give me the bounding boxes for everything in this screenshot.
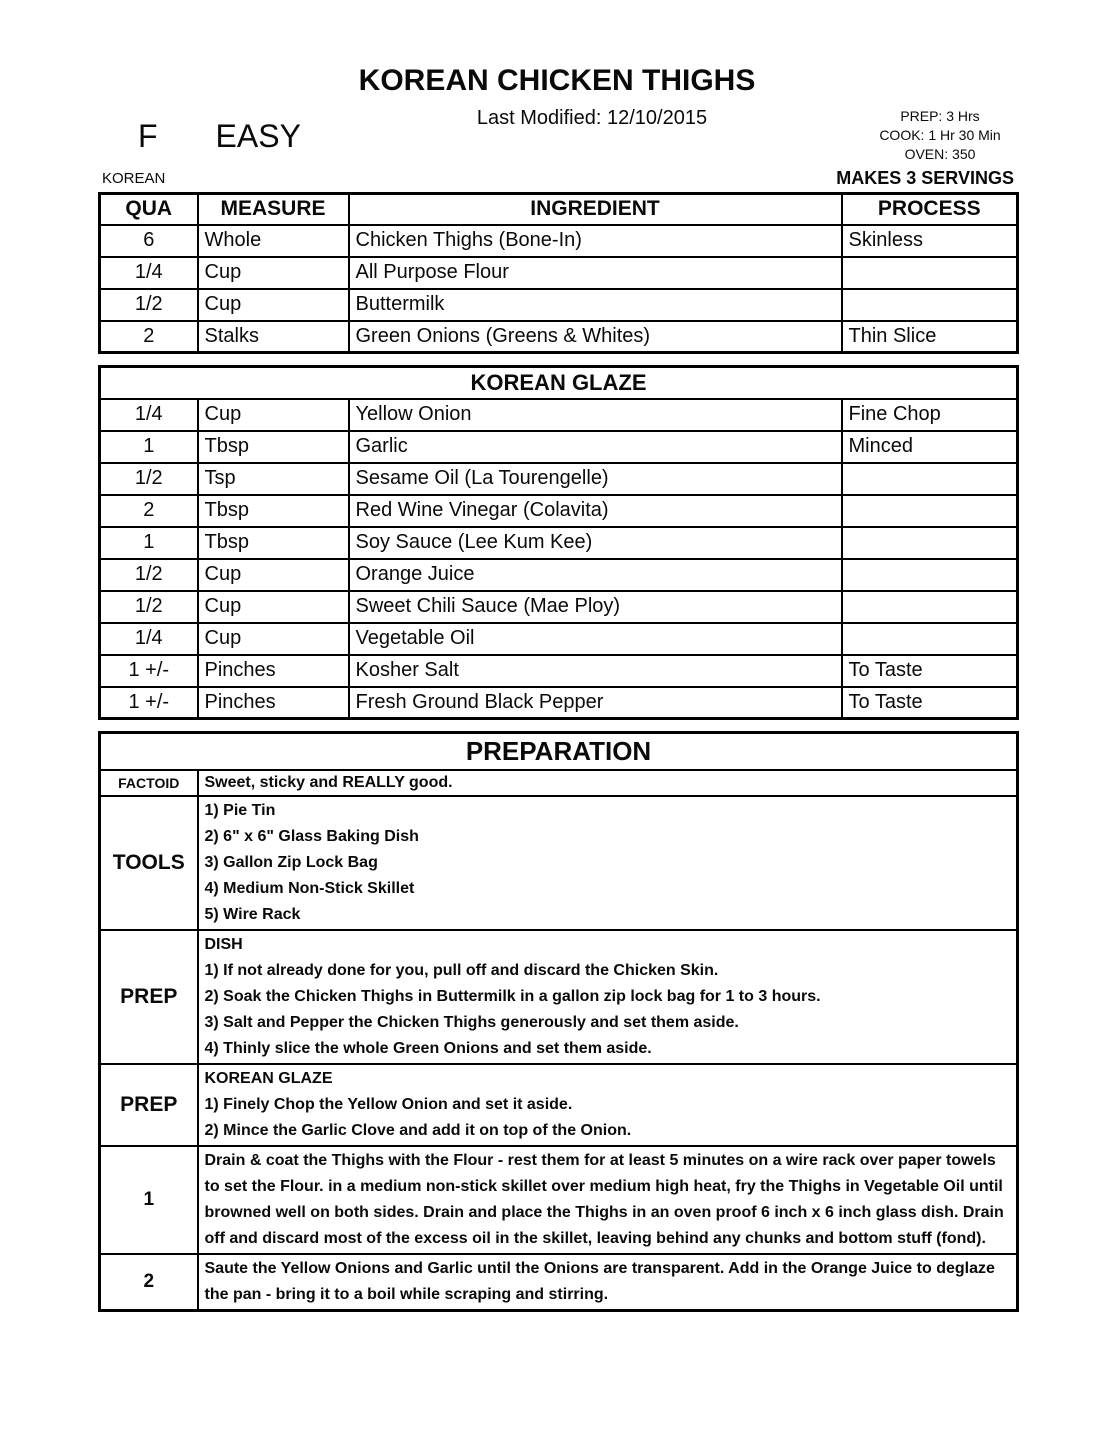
grade-difficulty	[98, 106, 320, 166]
table-cell	[842, 257, 1018, 289]
table-cell: 1	[100, 431, 198, 463]
table-cell: To Taste	[842, 655, 1018, 687]
content-line: 4) Thinly slice the whole Green Onions and set them aside.	[204, 1039, 652, 1057]
table-cell: Red Wine Vinegar (Colavita)	[349, 495, 842, 527]
table-row	[100, 623, 1018, 655]
table-cell: Cup	[198, 399, 349, 431]
column-header-measure: MEASURE	[198, 194, 349, 225]
table-cell: Skinless	[842, 225, 1018, 257]
row-content	[198, 796, 1018, 930]
table-cell: Kosher Salt	[349, 655, 842, 687]
cuisine-label: KOREAN	[102, 170, 166, 187]
table-cell: 2	[100, 495, 198, 527]
content-line: 3) Gallon Zip Lock Bag	[204, 853, 378, 871]
row-label: 2	[100, 1254, 198, 1311]
ingredients-header-row	[100, 194, 1018, 225]
column-header-ingredient: INGREDIENT	[349, 194, 842, 225]
table-cell: Tsp	[198, 463, 349, 495]
table-cell: 1	[100, 527, 198, 559]
content-heading: DISH	[204, 935, 243, 953]
table-cell	[842, 495, 1018, 527]
table-cell: Green Onions (Greens & Whites)	[349, 321, 842, 353]
table-cell: Garlic	[349, 431, 842, 463]
content-line: 3) Salt and Pepper the Chicken Thighs generously and set them aside.	[204, 1013, 739, 1031]
table-row	[100, 225, 1018, 257]
page-title: KOREAN CHICKEN THIGHS	[358, 64, 756, 97]
table-cell: Cup	[198, 257, 349, 289]
table-cell: To Taste	[842, 687, 1018, 719]
table-row	[100, 527, 1018, 559]
row-label: PREP	[100, 1064, 198, 1146]
glaze-table	[98, 365, 1019, 720]
glaze-body	[100, 399, 1018, 719]
preparation-section-title: PREPARATION	[100, 733, 1018, 770]
table-cell: 1/2	[100, 463, 198, 495]
table-row	[100, 321, 1018, 353]
table-cell	[842, 591, 1018, 623]
table-cell: Minced	[842, 431, 1018, 463]
table-cell: All Purpose Flour	[349, 257, 842, 289]
table-cell: 6	[100, 225, 198, 257]
table-cell: Tbsp	[198, 431, 349, 463]
table-row	[100, 687, 1018, 719]
row-content	[198, 930, 1018, 1064]
row-content	[198, 1254, 1018, 1311]
table-cell: Fresh Ground Black Pepper	[349, 687, 842, 719]
column-header-process: PROCESS	[842, 194, 1018, 225]
prep-time: PREP: 3 Hrs	[900, 108, 980, 124]
row-content	[198, 1146, 1018, 1254]
table-cell	[842, 463, 1018, 495]
preparation-row	[100, 1254, 1018, 1311]
table-cell: 1 +/-	[100, 655, 198, 687]
table-cell: 1/2	[100, 591, 198, 623]
row-label: TOOLS	[100, 796, 198, 930]
table-row	[100, 591, 1018, 623]
row-content	[198, 1064, 1018, 1146]
table-cell	[842, 289, 1018, 321]
row-label: PREP	[100, 930, 198, 1064]
row-label: 1	[100, 1146, 198, 1254]
preparation-title-row	[100, 733, 1018, 770]
table-cell: Orange Juice	[349, 559, 842, 591]
row-content	[198, 770, 1018, 796]
content-line: 2) Mince the Garlic Clove and add it on top of the Onion.	[204, 1121, 632, 1139]
content-heading: KOREAN GLAZE	[204, 1069, 333, 1087]
preparation-table	[98, 731, 1019, 1312]
content-line: 1) If not already done for you, pull off and discard the Chicken Skin.	[204, 961, 719, 979]
oven-temp: OVEN: 350	[904, 146, 976, 162]
table-cell: Cup	[198, 591, 349, 623]
glaze-section-title: KOREAN GLAZE	[100, 367, 1018, 399]
content-line: Sweet, sticky and REALLY good.	[204, 773, 453, 791]
table-row	[100, 257, 1018, 289]
table-row	[100, 399, 1018, 431]
servings-label: MAKES 3 SERVINGS	[836, 168, 1014, 188]
content-line: 2) 6" x 6" Glass Baking Dish	[204, 827, 419, 845]
table-cell: Sweet Chili Sauce (Mae Ploy)	[349, 591, 842, 623]
preparation-row	[100, 770, 1018, 796]
table-cell: Cup	[198, 289, 349, 321]
table-cell: Buttermilk	[349, 289, 842, 321]
table-cell: Cup	[198, 623, 349, 655]
table-cell	[842, 559, 1018, 591]
table-cell: 2	[100, 321, 198, 353]
preparation-row	[100, 1146, 1018, 1254]
table-cell: Whole	[198, 225, 349, 257]
table-cell: Soy Sauce (Lee Kum Kee)	[349, 527, 842, 559]
table-cell: Stalks	[198, 321, 349, 353]
table-cell: 1/2	[100, 559, 198, 591]
glaze-title-row	[100, 367, 1018, 399]
table-cell: 1 +/-	[100, 687, 198, 719]
table-cell: Chicken Thighs (Bone-In)	[349, 225, 842, 257]
content-line: 1) Pie Tin	[204, 801, 276, 819]
content-line: 2) Soak the Chicken Thighs in Buttermilk in a gallon zip lock bag for 1 to 3 hours.	[204, 987, 821, 1005]
preparation-body	[100, 770, 1018, 1311]
timing-block	[864, 106, 1016, 166]
content-line: 5) Wire Rack	[204, 905, 301, 923]
difficulty-label: EASY	[215, 118, 301, 154]
table-cell	[842, 623, 1018, 655]
table-row	[100, 463, 1018, 495]
header-row	[98, 106, 1016, 166]
table-row	[100, 289, 1018, 321]
cook-time: COOK: 1 Hr 30 Min	[879, 127, 1001, 143]
table-cell: 1/2	[100, 289, 198, 321]
table-cell: 1/4	[100, 257, 198, 289]
table-cell: Tbsp	[198, 495, 349, 527]
content-line: 1) Finely Chop the Yellow Onion and set it aside.	[204, 1095, 573, 1113]
table-cell: 1/4	[100, 623, 198, 655]
last-modified: Last Modified: 12/10/2015	[476, 107, 708, 129]
ingredients-body	[100, 225, 1018, 353]
table-cell	[842, 527, 1018, 559]
preparation-row	[100, 930, 1018, 1064]
table-row	[100, 559, 1018, 591]
table-cell: Fine Chop	[842, 399, 1018, 431]
table-cell: Pinches	[198, 687, 349, 719]
table-row	[100, 495, 1018, 527]
table-row	[100, 431, 1018, 463]
row-label: FACTOID	[100, 770, 198, 796]
table-cell: Tbsp	[198, 527, 349, 559]
table-cell: Thin Slice	[842, 321, 1018, 353]
table-cell: 1/4	[100, 399, 198, 431]
grade-label: F	[138, 118, 158, 154]
preparation-row	[100, 796, 1018, 930]
table-cell: Sesame Oil (La Tourengelle)	[349, 463, 842, 495]
column-header-qua: QUA	[100, 194, 198, 225]
content-line: Drain & coat the Thighs with the Flour - rest them for at least 5 minutes on a wire rack over paper towels to set the Flour. in a medium non-stick skillet over medium high heat, fry the Thighs in Vegetable Oil until browned well on both sides. Drain and place the Thighs in an oven proof 6 inch x 6 inch glass dish. Drain off and discard most of the excess oil in the skillet, leaving behind any chunks and bottom stuff (fond).	[204, 1151, 1004, 1247]
content-line: 4) Medium Non-Stick Skillet	[204, 879, 415, 897]
meta-row	[98, 168, 1016, 192]
content-line: Saute the Yellow Onions and Garlic until the Onions are transparent. Add in the Orange Juice to deglaze the pan - bring it to a boil while scraping and stirring.	[204, 1259, 995, 1303]
table-cell: Yellow Onion	[349, 399, 842, 431]
preparation-row	[100, 1064, 1018, 1146]
table-cell: Vegetable Oil	[349, 623, 842, 655]
table-cell: Cup	[198, 559, 349, 591]
table-row	[100, 655, 1018, 687]
ingredients-table	[98, 192, 1019, 354]
table-cell: Pinches	[198, 655, 349, 687]
